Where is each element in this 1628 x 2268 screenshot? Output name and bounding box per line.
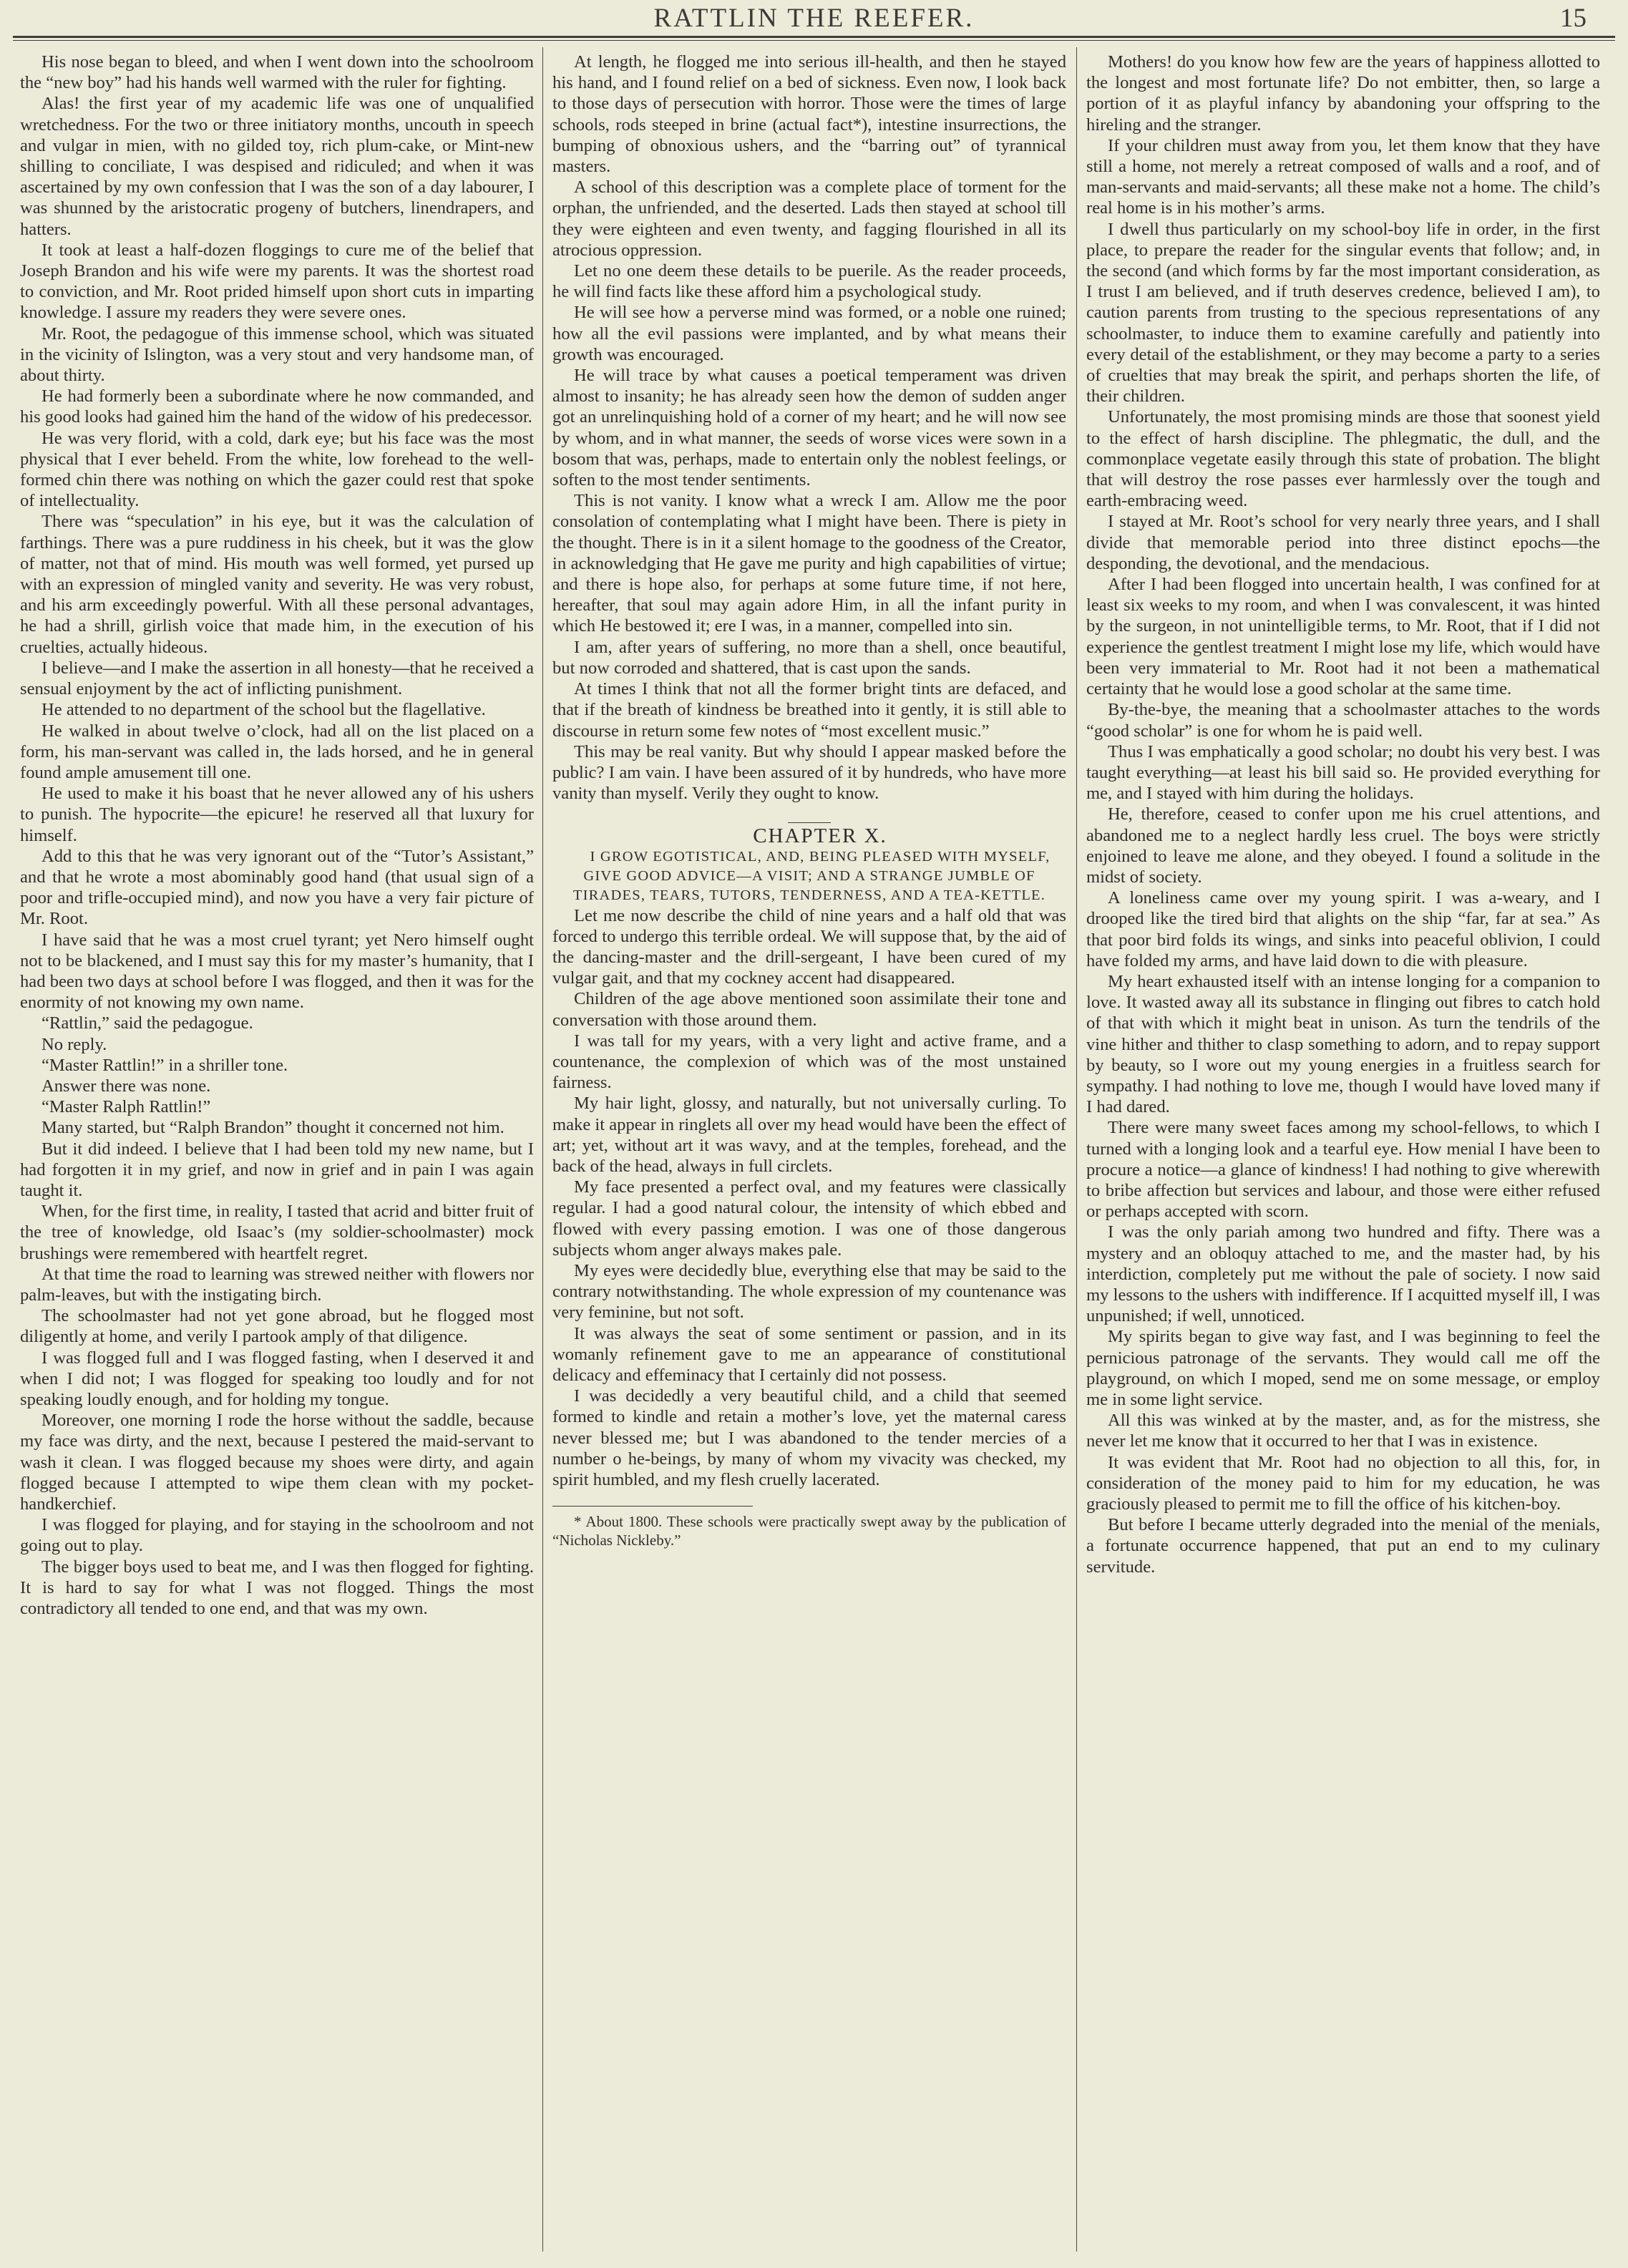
paragraph: Answer there was none. (42, 1076, 211, 1096)
paragraph: No reply. (42, 1034, 107, 1054)
paragraph: My spirits began to give way fast, and I was beginning to feel the pernicious patronage of the servants. They would call me off the playground, on which I moped, send me on some message, or employ me in some light service. (1086, 1327, 1600, 1409)
paragraph: Mothers! do you know how few are the years of happiness allotted to the longest and most fortunate life? Do not embitter, then, so large a portion of it as playful infancy by abandoning your offspring to the hireling and the stranger. (1086, 52, 1600, 135)
paragraph: I was tall for my years, with a very light and active frame, and a countenance, the complexion of which was of the most unstained fairness. (552, 1031, 1066, 1093)
paragraph: At length, he flogged me into serious ill-health, and then he stayed his hand, and I found relief on a bed of sickness. Even now, I look back to those days of persecution with horror. Those were the times of large schools, rods steeped in brine (actual fact*), intestine insurrections, the bumping of obnoxious ushers, and the “barring out” of tyrannical masters. (552, 52, 1066, 177)
column-1 (20, 52, 534, 2252)
chapter-title: CHAPTER X. (753, 824, 887, 848)
paragraph: But it did indeed. I believe that I had been told my new name, but I had forgotten it in my grief, and now in grief and in pain I was again taught it. (20, 1139, 534, 1200)
paragraph: It was always the seat of some sentiment or passion, and in its womanly refinement gave to me an appearance of constitutional delicacy and effeminacy that I certainly did not possess. (552, 1323, 1066, 1385)
column-divider-2 (1076, 47, 1077, 2252)
chapter-paragraphs (552, 905, 1066, 1491)
paragraph: My hair light, glossy, and naturally, but not universally curling. To make it appear in ringlets all over my head would have been the effect of art; yet, without art it was wavy, and at the temples, forehead, and the back of the head, always in full circlets. (552, 1094, 1066, 1176)
header-rule-thick (13, 36, 1615, 38)
paragraph: It took at least a half-dozen floggings to cure me of the belief that Joseph Brandon and his wife were my parents. It was the shortest road to conviction, and Mr. Root prided himself upon short cuts in imparting knowledge. I assure my readers they were severe ones. (20, 240, 534, 323)
paragraph: A loneliness came over my young spirit. I was a-weary, and I drooped like the tired bird that alights on the ship “far, far at sea.” As that poor bird folds its wings, and sinks into peaceful oblivion, I could have folded my arms, and have laid down to die with pleasure. (1086, 888, 1600, 970)
page-number: 15 (1560, 4, 1586, 33)
paragraph: Thus I was emphatically a good scholar; no doubt his very best. I was taught everything—at least his bill said so. He provided everything for me, and I stayed with him during the holidays. (1086, 741, 1600, 804)
column-divider-1 (542, 47, 543, 2252)
paragraph: “Rattlin,” said the pedagogue. (42, 1013, 253, 1033)
column-2 (552, 52, 1066, 2252)
paragraph: Mr. Root, the pedagogue of this immense school, which was situated in the vicinity of Islington, was a very stout and very handsome man, of about thirty. (20, 323, 534, 386)
paragraph: I am, after years of suffering, no more than a shell, once beautiful, but now corroded and shattered, that is cast upon the sands. (552, 637, 1066, 678)
paragraph: Add to this that he was very ignorant out of the “Tutor’s Assistant,” and that he wrote a most abominably good hand (that usual sign of a poor and trifle-occupied mind), and now you have a very fair picture of Mr. Root. (20, 846, 534, 929)
column-2-paragraphs (552, 52, 1066, 804)
paragraph: He attended to no department of the school but the flagellative. (42, 700, 486, 720)
paragraph: He will trace by what causes a poetical temperament was driven almost to insanity; he has already seen how the demon of sudden anger got an unrelinquishing hold of a corner of my heart; and he will now see by whom, and in what manner, the seeds of worse vices were sown in a bosom that was, perhaps, made to entertain only the noblest feelings, or soften to the most tender sentiments. (552, 366, 1066, 490)
paragraph: After I had been flogged into uncertain health, I was confined for at least six weeks to my room, and when I was convalescent, it was hinted by the surgeon, in not unintelligible terms, to Mr. Root, that if I did not experience the gentlest treatment I might lose my life, which would have been very immaterial to Mr. Root had it not been a mathematical certainty that he would lose a good scholar at the same time. (1086, 575, 1600, 699)
paragraph: The bigger boys used to beat me, and I was then flogged for fighting. It is hard to say for what I was not flogged. Things the most contradictory all tended to one end, and that was my own. (20, 1557, 534, 1619)
paragraph: All this was winked at by the master, and, as for the mistress, she never let me know that it occurred to her that I was in existence. (1086, 1411, 1600, 1451)
paragraph: He had formerly been a subordinate where he now commanded, and his good looks had gained him the hand of the widow of his predecessor. (20, 386, 534, 427)
paragraph: If your children must away from you, let them know that they have still a home, not merely a retreat composed of walls and a roof, and of man-servants and maid-servants; all these make not a home. The child’s real home is in his mother’s arms. (1086, 135, 1600, 218)
paragraph: “Master Ralph Rattlin!” (42, 1097, 211, 1117)
paragraph: But before I became utterly degraded into the menial of the menials, a fortunate occurrence happened, that put an end to my culinary servitude. (1086, 1515, 1600, 1577)
paragraph: I was decidedly a very beautiful child, and a child that seemed formed to kindle and retain a mother’s love, yet the maternal caress never blessed me; but I was abandoned to the tender mercies of a number o he-beings, by many of whom my vivacity was checked, my spirit humbled, and my flesh cruelly lacerated. (552, 1386, 1066, 1489)
page-header (13, 0, 1615, 37)
paragraph: This may be real vanity. But why should I appear masked before the public? I am vain. I have been assured of it by hundreds, who have more vanity than myself. Verily they ought to know. (552, 741, 1066, 804)
column-3 (1086, 52, 1600, 2252)
paragraph: “Master Rattlin!” in a shriller tone. (42, 1055, 288, 1075)
paragraph: Many started, but “Ralph Brandon” thought it concerned not him. (42, 1118, 505, 1138)
footnote-rule (552, 1506, 753, 1507)
paragraph: There was “speculation” in his eye, but it was the calculation of farthings. There was a pure ruddiness in his cheek, but it was the glow of matter, not that of mind. His mouth was well formed, yet pursed up with an expression of mingled vanity and severity. He was very robust, and his arm exceedingly powerful. With all these personal advantages, he had a shrill, girlish voice that made him, in the execution of his cruelties, actually hideous. (20, 512, 534, 657)
paragraph: Alas! the first year of my academic life was one of unqualified wretchedness. For the two or three initiatory months, uncouth in speech and vulgar in mien, with no gilded toy, rich plum-cake, or Mint-new shilling to conciliate, I was despised and ridiculed; and when it was ascertained by my own confession that I was the son of a day labourer, I was shunned by the aristocratic progeny of butchers, linendrapers, and hatters. (20, 94, 534, 239)
paragraph: When, for the first time, in reality, I tasted that acrid and bitter fruit of the tree of knowledge, old Isaac’s (my soldier-schoolmaster) mock brushings were remembered with heartfelt regret. (20, 1202, 534, 1263)
paragraph: Let no one deem these details to be puerile. As the reader proceeds, he will find facts like these afford him a psychological study. (552, 261, 1066, 302)
paragraph: He walked in about twelve o’clock, had all on the list placed on a form, his man-servant was called in, the lads horsed, and he in general found ample amusement till one. (20, 721, 534, 782)
paragraph: I was the only pariah among two hundred and fifty. There was a mystery and an obloquy attached to me, and the master had, by his interdiction, completely put me without the pale of society. I now said my lessons to the ushers with indifference. If I acquitted myself ill, I was unpunished; if well, unnoticed. (1086, 1222, 1600, 1326)
paragraph: A school of this description was a complete place of torment for the orphan, the unfriended, and the deserted. Lads then stayed at school till they were eighteen and even twenty, and fagging flourished in all its atrocious oppression. (552, 177, 1066, 260)
paragraph: My face presented a perfect oval, and my features were classically regular. I had a good natural colour, the intensity of which ebbed and flowed with every passing emotion. I was one of those dangerous subjects whom anger always makes pale. (552, 1177, 1066, 1260)
paragraph: He was very florid, with a cold, dark eye; but his face was the most physical that I ever beheld. From the white, low forehead to the well-formed chin there was nothing on which the gazer could rest that spoke of intellectuality. (20, 428, 534, 511)
paragraph: He, therefore, ceased to confer upon me his cruel attentions, and abandoned me to a neglect hardly less cruel. The boys were strictly enjoined to leave me alone, and they obeyed. I found a solitude in the midst of society. (1086, 804, 1600, 887)
paragraph: His nose began to bleed, and when I went down into the schoolroom the “new boy” had his hands well warmed with the ruler for fighting. (20, 52, 534, 93)
paragraph: I believe—and I make the assertion in all honesty—that he received a sensual enjoyment by the act of inflicting punishment. (20, 658, 534, 699)
paragraph: Let me now describe the child of nine years and a half old that was forced to undergo this terrible ordeal. We will suppose that, by the aid of the dancing-master and the drill-sergeant, I have been cured of my vulgar gait, and that my cockney accent had disappeared. (552, 905, 1066, 988)
paragraph: This is not vanity. I know what a wreck I am. Allow me the poor consolation of contemplating what I might have been. There is piety in the thought. There is in it a silent homage to the goodness of the Creator, in acknowledging that He gave me purity and high capabilities of virtue; and there is hope also, for perhaps at some future time, if not here, hereafter, that soul may again adore Him, in all the infant purity in which He bestowed it; ere I was, in a manner, compelled into sin. (552, 491, 1066, 636)
chapter-subtitle: I GROW EGOTISTICAL, AND, BEING PLEASED WITH MYSELF, GIVE GOOD ADVICE—A VISIT; AND A STRANGE JUMBLE OF TIRADES, TEARS, TUTORS, TENDERNESS, AND A TEA-KETTLE. (572, 848, 1051, 903)
paragraph: I dwell thus particularly on my school-boy life in order, in the first place, to prepare the reader for the singular events that follow; and, in the second (and which forms by far the most important consideration, as I trust I am believed, and if truth deserves credence, believed I am), to caution parents from trusting to the specious representations of any schoolmaster, to induce them to examine carefully and patiently into every detail of the establishment, or they may become a party to a series of cruelties that may break the spirit, and perhaps shorten the life, of their children. (1086, 219, 1600, 407)
paragraph: At times I think that not all the former bright tints are defaced, and that if the breath of kindness be breathed into it gently, it is still able to discourse in return some few notes of “most excellent music.” (552, 679, 1066, 741)
paragraph: I was flogged for playing, and for staying in the schoolroom and not going out to play. (20, 1515, 534, 1556)
header-rule-thin (13, 40, 1615, 41)
paragraph: He will see how a perverse mind was formed, or a noble one ruined; how all the evil passions were implanted, and by what means their growth was encouraged. (552, 303, 1066, 364)
paragraph: I stayed at Mr. Root’s school for very nearly three years, and I shall divide that memorable period into three distinct epochs—the desponding, the devotional, and the mendacious. (1086, 512, 1600, 573)
footnote: * About 1800. These schools were practically swept away by the publication of “Nicholas Nickleby.” (552, 1513, 1066, 1549)
paragraph: Children of the age above mentioned soon assimilate their tone and conversation with those around them. (552, 989, 1066, 1030)
paragraph: It was evident that Mr. Root had no objection to all this, for, in consideration of the money paid to him for my education, he was graciously pleased to permit me to fill the office of his kitchen-boy. (1086, 1452, 1600, 1514)
paragraph: I have said that he was a most cruel tyrant; yet Nero himself ought not to be blackened, and I must say this for my master’s humanity, that I had been two days at school before I was flogged, and then it was for the enormity of not knowing my own name. (20, 930, 534, 1013)
paragraph: My eyes were decidedly blue, everything else that may be said to the contrary notwithstanding. The whole expression of my countenance was very feminine, but not soft. (552, 1260, 1066, 1323)
paragraph: By-the-bye, the meaning that a schoolmaster attaches to the words “good scholar” is one for whom he is paid well. (1086, 700, 1600, 741)
paragraph: At that time the road to learning was strewed neither with flowers nor palm-leaves, but with the instigating birch. (20, 1264, 534, 1305)
paragraph: I was flogged full and I was flogged fasting, when I deserved it and when I did not; I was flogged for speaking too loudly and for not speaking loudly enough, and for holding my tongue. (20, 1348, 534, 1409)
paragraph: My heart exhausted itself with an intense longing for a companion to love. It wasted away all its substance in flinging out fibres to catch hold of that with which it might beat in unison. As turn the tendrils of the vine hither and thither to clasp something to adorn, and to repay support by beauty, so I wore out my young energies in a fruitless search for sympathy. I had nothing to love me, though I would have loved many if I had dared. (1086, 971, 1600, 1117)
chapter-divider (788, 822, 831, 823)
paragraph: The schoolmaster had not yet gone abroad, but he flogged most diligently at home, and verily I partook amply of that diligence. (20, 1306, 534, 1347)
paragraph: Unfortunately, the most promising minds are those that soonest yield to the effect of harsh discipline. The phlegmatic, the dull, and the commonplace vegetate easily through this state of probation. The blight that will destroy the rose passes ever harmlessly over the tough and earth-embracing weed. (1086, 407, 1600, 511)
running-title: RATTLIN THE REEFER. (653, 4, 975, 33)
paragraph: He used to make it his boast that he never allowed any of his ushers to punish. The hypocrite—the epicure! he reserved all that luxury for himself. (20, 784, 534, 845)
paragraph: There were many sweet faces among my school-fellows, to which I turned with a longing look and a tearful eye. How menial I have been to procure a notice—a glance of kindness! I had nothing to give wherewith to bribe affection but services and labour, and those were either refused or perhaps accepted with scorn. (1086, 1118, 1600, 1222)
paragraph: Moreover, one morning I rode the horse without the saddle, because my face was dirty, and the next, because I pestered the maid-servant to wash it clean. I was flogged because my shoes were dirty, and again flogged because I attempted to wipe them clean with my pocket-handkerchief. (20, 1411, 534, 1514)
